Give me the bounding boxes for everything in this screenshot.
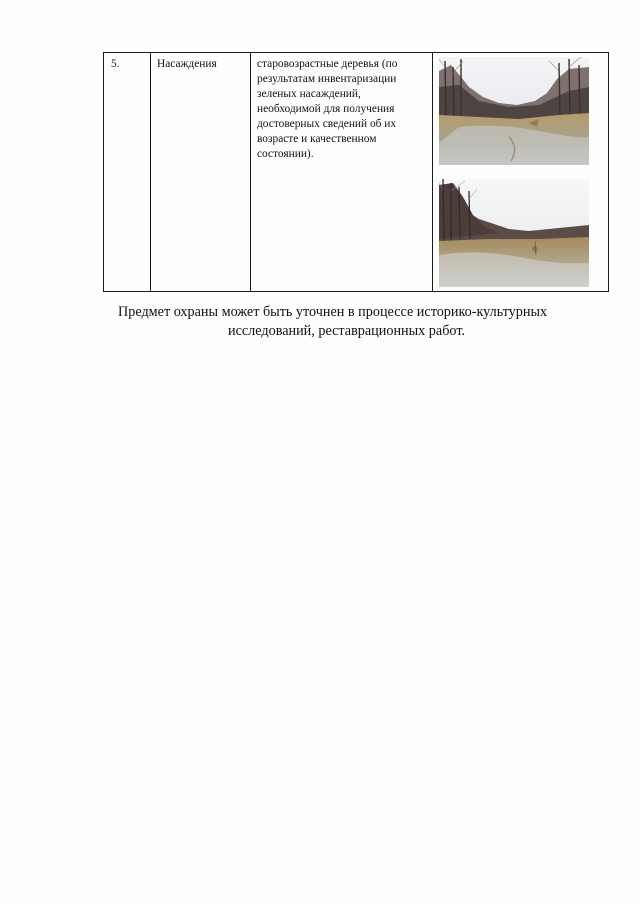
description-line: зеленых насаждений, — [257, 88, 361, 100]
table-cell-description — [251, 53, 433, 291]
note-line-1: Предмет охраны может быть уточнен в процессе историко-культурных — [118, 304, 548, 320]
table-cell-photos — [433, 53, 608, 291]
description-line: возрасте и качественном — [257, 133, 377, 145]
row-number: 5. — [111, 58, 120, 70]
photo-trees-meadow-1 — [439, 57, 589, 165]
description-line: состоянии). — [257, 148, 314, 160]
description-line: старовозрастные деревья (по — [257, 58, 398, 70]
description-line: необходимой для получения — [257, 103, 395, 115]
table-cell-name — [151, 53, 251, 291]
row-name: Насаждения — [157, 58, 217, 70]
description-line: результатам инвентаризации — [257, 73, 397, 85]
note-line-2: исследований, реставрационных работ. — [228, 323, 466, 339]
description-line: достоверных сведений об их — [257, 118, 397, 130]
table-cell-number — [104, 53, 151, 291]
protection-note — [60, 303, 640, 341]
photo-trees-meadow-2 — [439, 179, 589, 287]
protection-table — [103, 52, 609, 292]
